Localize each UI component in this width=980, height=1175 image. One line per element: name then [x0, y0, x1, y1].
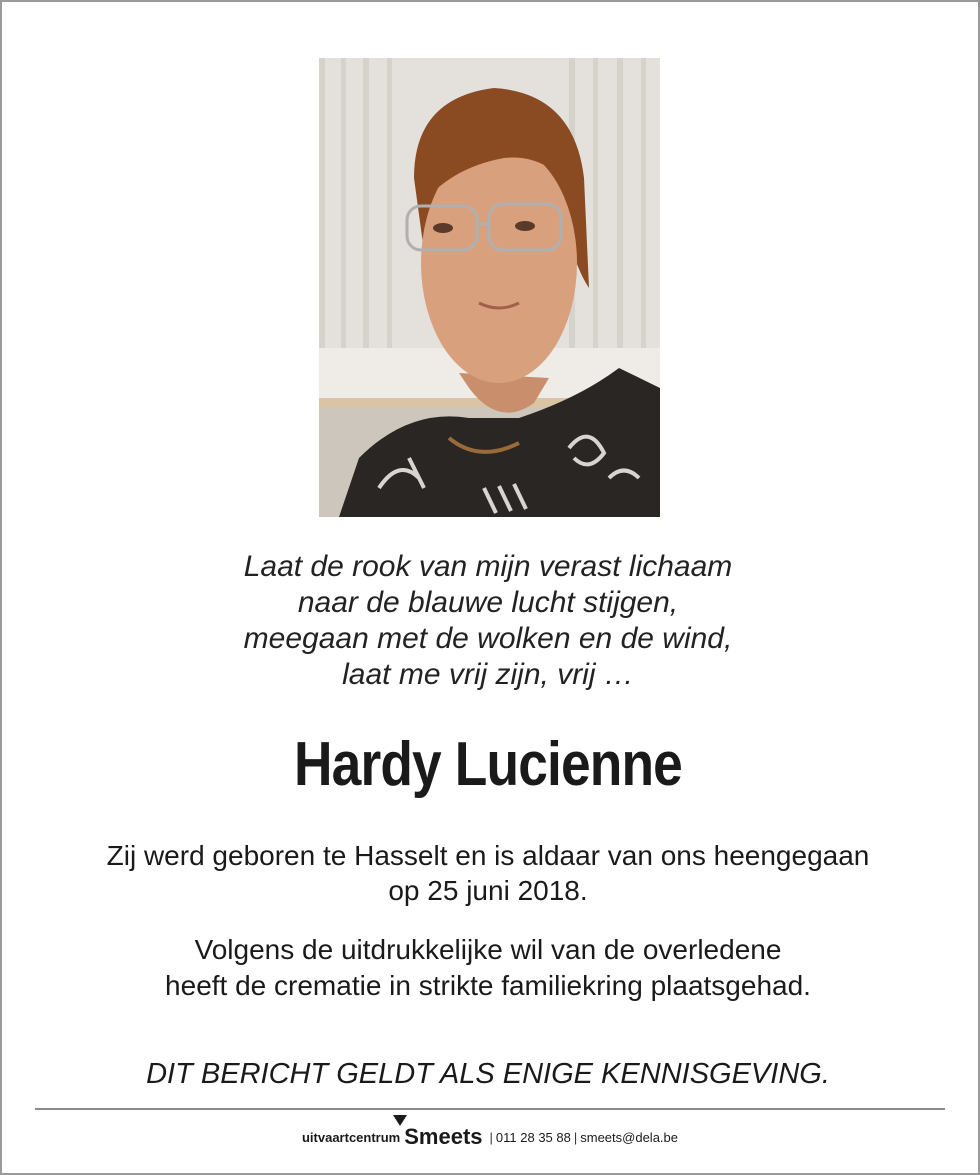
footer-phone: 011 28 35 88: [495, 1130, 571, 1145]
birth-text-line: op 25 juni 2018.: [388, 875, 588, 906]
deceased-name: Hardy Lucienne: [294, 730, 682, 799]
cremation-text: [0, 932, 976, 1004]
birth-text-line: Zij werd geboren te Hasselt en is aldaar van ons heengegaan: [106, 840, 870, 871]
notice-text: DIT BERICHT GELDT ALS ENIGE KENNISGEVING.: [146, 1058, 830, 1090]
footer-brand: Smeets: [404, 1124, 483, 1149]
cremation-text-line: heeft de crematie in strikte familiekring plaatsgehad.: [165, 970, 811, 1001]
portrait-image: [319, 58, 660, 517]
footer: [0, 1125, 980, 1150]
cremation-text-line: Volgens de uitdrukkelijke wil van de overledene: [194, 934, 782, 965]
poem-line: meegaan met de wolken en de wind,: [243, 622, 733, 655]
footer-divider: [35, 1108, 945, 1110]
poem-line: naar de blauwe lucht stijgen,: [297, 586, 679, 619]
poem: [0, 549, 976, 693]
poem-line: laat me vrij zijn, vrij …: [342, 658, 634, 691]
footer-email: smeets@dela.be: [580, 1130, 678, 1145]
footer-separator: |: [573, 1130, 578, 1145]
poem-line: Laat de rook van mijn verast lichaam: [243, 550, 733, 583]
footer-prefix: uitvaartcentrum: [301, 1130, 401, 1145]
footer-separator: |: [489, 1130, 493, 1145]
portrait-photo: [319, 58, 660, 517]
birth-text: [0, 838, 976, 908]
